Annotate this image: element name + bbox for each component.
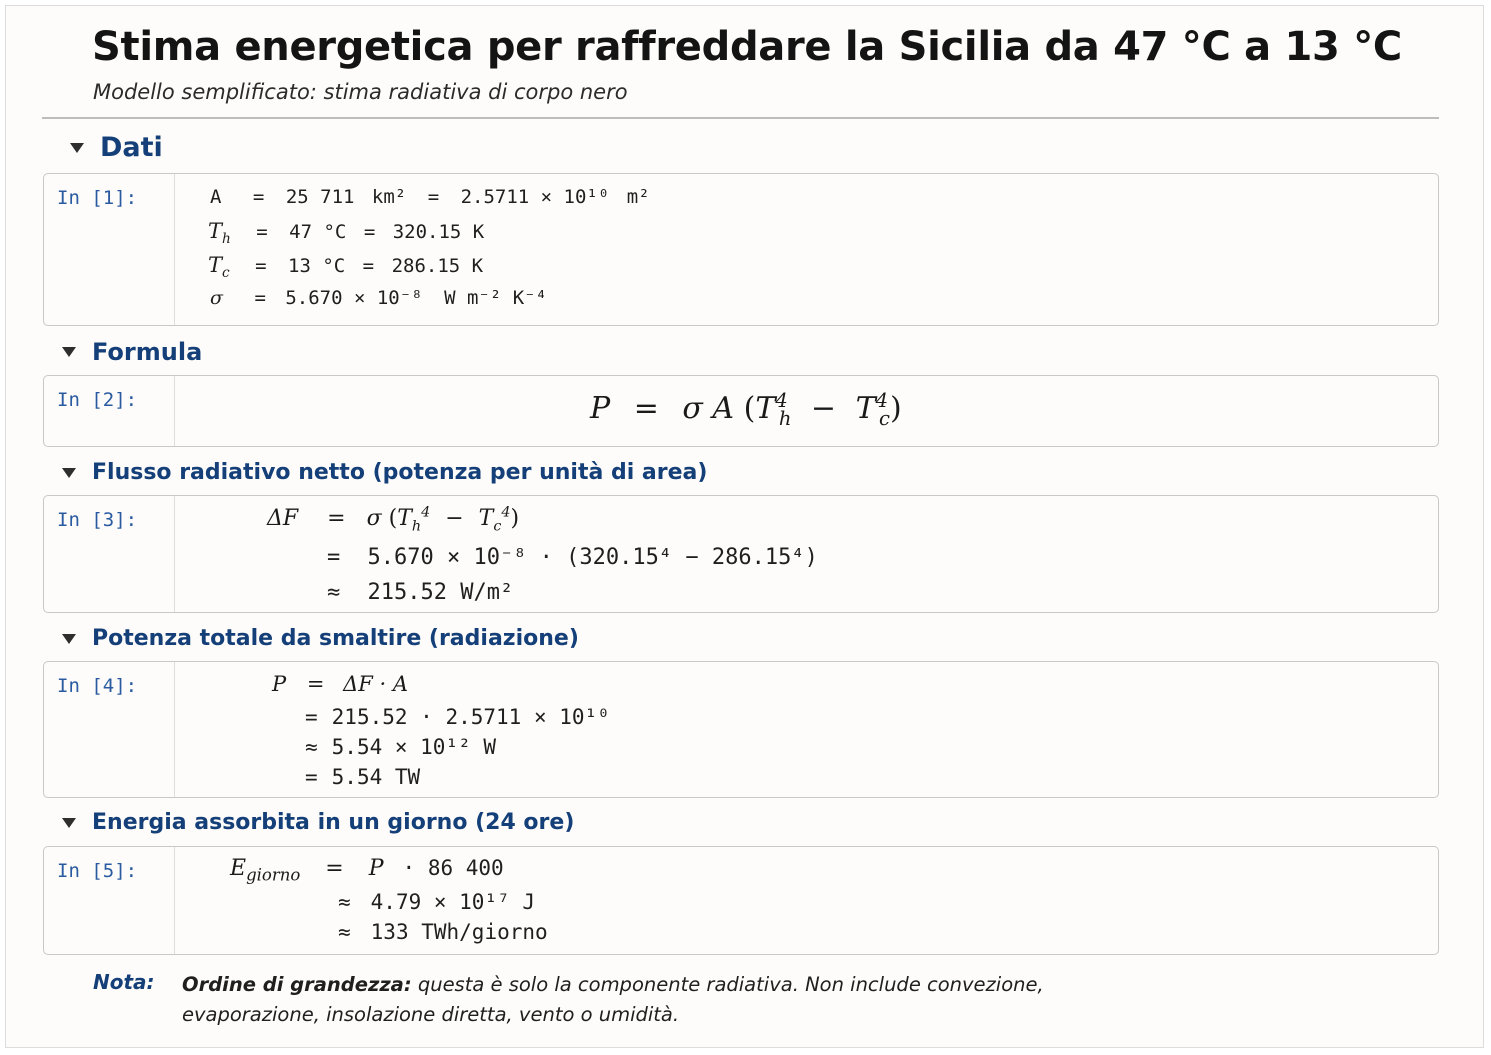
potenza-line-1: P = ΔF · A [272, 672, 409, 696]
symbol-area: A [210, 186, 222, 208]
th-kelvin: 320.15 K [392, 221, 485, 243]
flusso-line-3: ≈ 215.52 W/m² [327, 580, 514, 605]
data-row-sigma: σ = 5.670 × 10⁻⁸ W m⁻² K⁻⁴ [210, 287, 548, 309]
tc-kelvin: 286.15 K [391, 255, 484, 277]
energia-lhs-sub: giorno [246, 865, 301, 885]
flusso-lhs: ΔF [267, 506, 299, 531]
sigma-unit: W m⁻² K⁻⁴ [444, 287, 548, 309]
note-label: Nota: [93, 970, 155, 994]
th-celsius: 47 °C [289, 221, 347, 243]
note-bold: Ordine di grandezza: [182, 973, 412, 996]
flusso-line-2: = 5.670 × 10⁻⁸ · (320.15⁴ − 286.15⁴) [327, 545, 818, 570]
section-title: Energia assorbita in un giorno (24 ore) [92, 810, 575, 835]
potenza-line-4: = 5.54 TW [305, 765, 421, 789]
potenza-lhs: P [272, 672, 287, 696]
symbol-tc-sub: c [222, 265, 230, 282]
header-divider [42, 117, 1439, 119]
energia-line-2: ≈ 4.79 × 10¹⁷ J [338, 890, 536, 914]
formula-expression: P = σ A $(T^4_h - T^4_c)$ [590, 389, 902, 430]
code-cell-potenza[interactable] [43, 661, 1439, 798]
sigma-value: 5.670 × 10⁻⁸ [285, 287, 423, 309]
formula-minus: − [810, 391, 837, 426]
section-title: Dati [100, 132, 163, 163]
triangle-down-icon[interactable] [62, 468, 76, 478]
area-m: 2.5711 × 10¹⁰ [460, 186, 610, 208]
tc-celsius: 13 °C [288, 255, 346, 277]
flusso-result: 215.52 W/m² [367, 580, 514, 605]
potenza-rhs: ΔF · A [343, 672, 409, 696]
energia-joules: 4.79 × 10¹⁷ J [370, 890, 536, 914]
potenza-line-3: ≈ 5.54 × 10¹² W [305, 735, 497, 759]
formula-rhs-prefix: σ A [682, 391, 735, 426]
page-title: Stima energetica per raffreddare la Sicilia da 47 °C a 13 °C [92, 24, 1402, 70]
section-header-energia[interactable] [62, 810, 574, 835]
energia-seconds: · 86 400 [402, 856, 504, 880]
section-header-formula[interactable] [62, 338, 202, 366]
energia-power: P [368, 856, 384, 881]
cell-prompt: In [3]: [57, 509, 138, 531]
section-title: Potenza totale da smaltire (radiazione) [92, 626, 579, 651]
symbol-sigma: σ [210, 287, 223, 309]
cell-prompt: In [4]: [57, 675, 138, 697]
area-km: 25 711 [285, 186, 355, 208]
flusso-numeric: 5.670 × 10⁻⁸ · (320.15⁴ − 286.15⁴) [367, 545, 818, 570]
energia-line-1: $E_{giorno} = P \cdot 86$ 400 [230, 856, 504, 885]
note-text [182, 970, 1182, 1030]
page-subtitle: Modello semplificato: stima radiativa di corpo nero [93, 80, 628, 104]
section-header-dati[interactable] [70, 132, 163, 163]
flusso-sigma: σ [366, 506, 382, 531]
data-row-area: A = 25 711 km² = 2.5711 × 10¹⁰ m² [210, 186, 650, 208]
triangle-down-icon[interactable] [62, 634, 76, 644]
cell-gutter [44, 376, 175, 446]
area-km-unit: km² [371, 186, 407, 208]
symbol-th: T [208, 219, 223, 243]
cell-prompt: In [5]: [57, 860, 138, 882]
triangle-down-icon[interactable] [70, 143, 84, 153]
section-title: Flusso radiativo netto (potenza per unità di area) [92, 460, 708, 485]
potenza-product: 215.52 · 2.5711 × 10¹⁰ [331, 705, 610, 729]
symbol-th-sub: h [222, 231, 231, 248]
energia-twh: 133 TWh/giorno [370, 920, 548, 944]
flusso-line-1: ΔF = σ $(T_h^4 - T_c^4)$ [267, 504, 520, 535]
triangle-down-icon[interactable] [62, 347, 76, 357]
data-row-tc: $T_c = 13$ °C = 286.15 K [208, 253, 484, 282]
potenza-line-2: = 215.52 · 2.5711 × 10¹⁰ [305, 705, 610, 729]
symbol-tc: T [208, 253, 223, 277]
triangle-down-icon[interactable] [62, 818, 76, 828]
cell-prompt: In [1]: [57, 187, 138, 209]
energia-line-3: ≈ 133 TWh/giorno [338, 920, 548, 944]
data-row-th: $T_h = 47$ °C = 320.15 K [208, 219, 485, 248]
area-m-unit: m² [626, 186, 650, 208]
section-title: Formula [92, 338, 203, 366]
section-header-flusso[interactable] [62, 460, 707, 485]
potenza-watts: 5.54 × 10¹² W [331, 735, 497, 759]
potenza-terawatts: 5.54 TW [331, 765, 421, 789]
cell-prompt: In [2]: [57, 389, 138, 411]
note-body: questa è solo la componente radiativa. Non include convezione, evaporazione, insolazione diretta, vento o umidità. [182, 973, 1044, 1026]
formula-lhs: P [590, 391, 611, 426]
section-header-potenza[interactable] [62, 626, 579, 651]
energia-lhs: E [230, 856, 247, 881]
